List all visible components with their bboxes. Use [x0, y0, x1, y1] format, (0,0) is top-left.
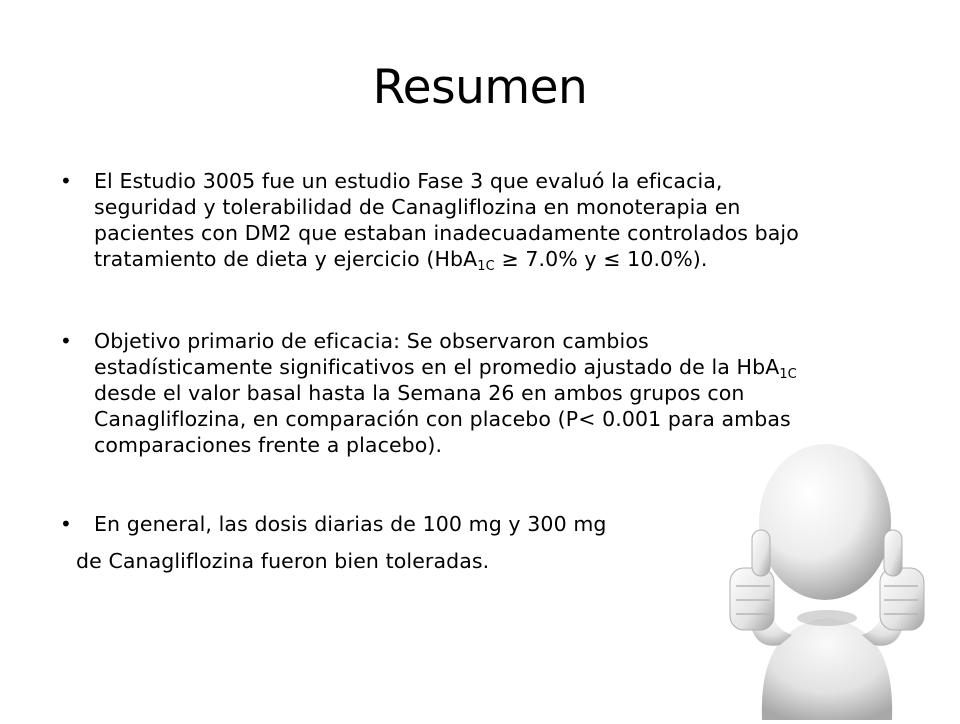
- bullet-1-line-4-pre: tratamiento de dieta y ejercicio (HbA: [94, 247, 478, 271]
- bullet-1-line-1: El Estudio 3005 fue un estudio Fase 3 que evaluó la eficacia,: [94, 169, 723, 193]
- bullet-2-line-2-pre: estadísticamente significativos en el promedio ajustado de la HbA: [94, 355, 780, 379]
- bullet-1-line-3: pacientes con DM2 que estaban inadecuadamente controlados bajo: [94, 221, 799, 245]
- bullet-1-line-4: [94, 246, 914, 272]
- bullet-marker: •: [60, 329, 72, 353]
- left-thumb-fist: [730, 530, 774, 630]
- bullet-3-continuation: [76, 548, 489, 574]
- bullet-item-1: [60, 168, 914, 274]
- bullet-2-line-3: desde el valor basal hasta la Semana 26 en ambos grupos con: [94, 381, 745, 405]
- bullet-2-line-5: comparaciones frente a placebo).: [94, 433, 443, 457]
- bullet-1-line-2: seguridad y tolerabilidad de Canagliflozina en monoterapia en: [94, 195, 741, 219]
- figure-head: [759, 444, 891, 600]
- bullet-3-line-2: de Canagliflozina fueron bien toleradas.: [76, 549, 490, 573]
- bullet-marker: •: [60, 169, 72, 193]
- thumbs-up-person-figure-icon: [722, 430, 932, 720]
- slide-title: Resumen: [372, 60, 588, 115]
- bullet-2-line-2: [94, 354, 904, 380]
- figure-neck-shadow: [797, 610, 857, 626]
- bullet-1-line-4-post: ≥ 7.0% y ≤ 10.0%).: [494, 247, 708, 271]
- bullet-marker: •: [60, 512, 72, 536]
- right-thumb-fist: [880, 530, 924, 630]
- bullet-1-subscript: 1C: [477, 259, 495, 274]
- bullet-item-3: [60, 511, 694, 537]
- thumbs-up-person-svg: [722, 430, 932, 720]
- bullet-2-line-1: Objetivo primario de eficacia: Se observaron cambios: [94, 329, 649, 353]
- bullet-2-subscript: 1C: [779, 367, 797, 382]
- bullet-2-line-4: Canagliflozina, en comparación con placebo (P< 0.001 para ambas: [94, 407, 791, 431]
- bullet-3-line-1: En general, las dosis diarias de 100 mg y 300 mg: [94, 512, 607, 536]
